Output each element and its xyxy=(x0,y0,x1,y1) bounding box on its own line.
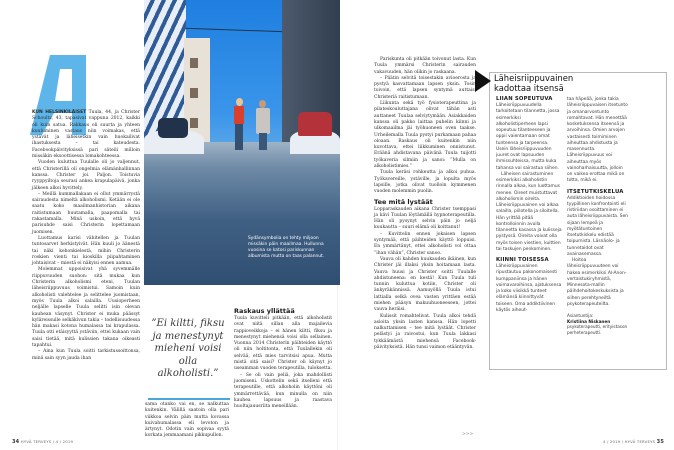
page-number-right: 35 xyxy=(656,439,664,445)
photo-caption: Sydänsymbolia on tehty miljoon missäkin päin maailmaa. Hullunna vuosina se katosi pariskunnan albumista mutta on taas palannut. xyxy=(248,236,325,259)
subheading-raskaus: Raskaus yllättää xyxy=(234,307,295,315)
pull-quote-rule xyxy=(148,398,230,400)
sidebar-paragraph: Läheisriippuvuudella tarkoitetaan tilannetta, jossa esimerkiksi alkoholistiperheen lapsi sopeutuu tilanteeseen ja oppii vaientamaan omat tunteensa ja tarpeensa. Usein läheisriippuvuuden juuret ovat lapsuuden ihmissuhteissa, mutta kuka tahansa voi sairastua siihen. xyxy=(496,103,560,171)
sidebar-paragraph: Läheisriippuvainen ripustautuu pakonomaisesti kumppaniinsa ja hänen voimavaroihinsa, ajatuksensa ja koko viisikkä tunteet elämänsä kiinnittyvät toiseen. Oma addiktiivinen käytös aiheut- xyxy=(496,264,562,313)
footer-right-text: 4 / 2019 / HYVÄ TERVEYS xyxy=(602,439,656,444)
body-paragraph: Tuula keräsi rohkeutta ja alkoi puhua. Työkavereille, ystäville, ja lopulta myös lapsille, jotka olivat tuolloin kymmenen vuoden molemmin puolin. xyxy=(374,170,476,195)
person-christer xyxy=(256,100,270,150)
street xyxy=(144,142,340,285)
expert-title: psykoterapeutti, erityistason perheterapeutti. xyxy=(567,324,628,335)
body-paragraph: – Se oli vain peliä, joka mahdollisti juomiseni. Uskottelin sekä itselleni että terapeutille, että alkoholin käyttöni oli ymmärrettävää, kun minulla on niin kauhea lapsuus ja raastava huoltajauusriita meneillään. xyxy=(234,372,332,410)
sidebar-paragraph: Läheisen sairastuminen esimerkiksi alkoholistin rinnalla alkaa, kun luottamus menee. Oireet muistuttavat alkoholismin oireita. Läheisriippuvainen voi alkaa salailla, piilotella ja siloitella. Hän yrittää pitää kontrolloinnin avulla tilannetta kasassa ja kulisseja pystyssä. Oireita voivat olla myös toisen viestien, kuittien tai taskujen penkominen. xyxy=(496,171,562,252)
sidebar-column-2 xyxy=(567,97,629,335)
sidebar-paragraph: Hoitoa läheisriippuvuuteen voi hakea esimerkiksi Al-Anon-vertaistukiryhmistä, Minnesota-mallin päihdehoitokeskuksista ja siihen perehtyneiltä psykoterapeuteilta. xyxy=(567,258,627,307)
body-paragraph: Vauva oli kahden kuukauden ikäinen, kun Christer jäi illaksi yksin hoitamaan lasta. Vauva huusi ja Christer soitti Tuulalle ahdistuneena: en kestä! Kun Tuula tuli tunnin kuluttua kotiin, Christer oli änkyräkännissä. Aamuyöllä Tuula istui lattialla selkä ovea vasten yrittäen estää miehen pääsyn makuuhuoneeseen, jottei vauva heräisi. xyxy=(374,256,476,313)
article-photo xyxy=(144,0,340,285)
expert-name: Kristiina Niskanen xyxy=(567,318,611,324)
article-column-4 xyxy=(374,57,476,351)
footer-right xyxy=(603,439,664,445)
body-paragraph: sama otanko vai en, se nalkuttaa kuitenkin. Välillä saatoin olla pari viikkoa selvin päin mutta kovassa kuivahumalassa eli levoton ja ärtynyt. Odotin vain sopivaa syytä korkata jemmaamani pikkupullon. xyxy=(145,402,229,439)
body-paragraph: – Päätin selvitä toisestakin avioerosta ja pystyä kasvattamaan lapsen yksin. Tosin toivoin, että lapsen syntymä auttaisi Christeriä raitistumaan. xyxy=(374,75,476,100)
sidebar-expert xyxy=(567,313,629,335)
sidebar-column-1 xyxy=(496,96,562,314)
expert-label: Asiantuntija: xyxy=(567,313,594,318)
body-paragraph: – Kuvittelin ennen jokaisen lapsen syntymää, että päihteiden käyttö loppuisi. En ymmärtänyt, ettei alkoholisti voi ottaa ”ihan vähän”, Christer sanoo. xyxy=(374,231,476,256)
sidebar-title: Läheisriippuvainen kadottaa itsensä xyxy=(494,73,574,93)
sidebar-heading: ITSETUTKISKELUA xyxy=(567,188,624,195)
sidebar-heading: LIIAN SOPEUTUVA xyxy=(496,96,553,102)
lead-paragraph: KUN HELSINKILÄISET Tuula, 44, ja Christer Schoultz, 43, tapasivat vappuna 2012, kaikki oli kuin satua. Rakkaus oli suurta ja yhteen kuuluminen vastaus niin voimakas, että ystävät ja läheisetkin vain huokailivat ihastuksesta – tai kateudesta. Facebookpäivityksissä pari säteili milloin missäkin eksoottisessa lomakohteessa. xyxy=(32,110,140,160)
body-paragraph: Vuoden kuluttua Tuulalle oli jo valjennut, että Christerillä oli ongelmia elämänhallinnan kanssa. Christer joi. Paljon. Toistuvia ryyppyiltoja seurasi ankea krapulapäivä, jonka jälkeen alkoi hyvittely. xyxy=(32,160,140,191)
continue-marker: >>> xyxy=(462,432,474,437)
sidebar-heading: KIINNI TOISESSA xyxy=(496,257,549,263)
body-paragraph: Molemmat uppoisivat yhä syvemmälle riippuvuuden suohon: sitä mukaa kun Christerin alkoholismi eteni, Tuulan läheisriippuvuus voimistui. Samoin kuin alkoholisti valehtelee ja selittelee juomistaan, myös Tuula alkoi salailla. Uusioperheen neljälle lapselle Tuula selitti isin olevan kauhean väsynyt. Christer ei muka päässyt kyläreissulle selkäkivun takia – todellisuudessa hän makasi kotona humalassa tai krapulassa. Tuula otti etäisyyttä ystäviin, ettei kukaan vain saisi tietää, mitä kulissien takana oikeasti tapahtui. xyxy=(32,267,140,348)
body-paragraph: Luottamus karisi vähitellen ja Tuulan tuntosarvet herkistyivät. Hän kuuli jo äänestä tai näki kehonkielestä, mihin Christerin roskien vienti tai kioskilla piipahtaminen johtaisivat – miestä ei näkyisi ennen aamua. xyxy=(32,235,140,267)
body-paragraph: Kulissit romahtelivat. Tuula alkoi tehdä asioita yksin lasten kanssa. Hän lopetti nalkuttamisen – tee mitä lystäät. Christer pelästyi ja raivostui, kun Tuula lakkasi tykkäämästä miehensä Facebook-päivityksistä. Hän tunsi vaimon etääntyvän. xyxy=(374,313,476,351)
red-car xyxy=(298,112,332,136)
body-paragraph: Tuula kuvitteli pitkään, että alkoholistit ovat niitä sillan alla majailevia rappioveikkoja – ei hänen kiltti, fiksu ja menestynyt miehensä voisi olla sellainen. Vuonna 2014 Christerin päihteiden käyttö oli niin holtitonta, että Tuulallekin oli selvää, että mies tarvitsisi apua. Mutta mistä sitä saisi? Christer oli käynyt jo useamman vuoden terapeutilla, tuloksetta. xyxy=(234,316,332,372)
body-paragraph: Liikunta sekä työ fysioterapeuttina ja pilateskouluttajana olivat tähän asti auttaneet Tuulaa selviytymään. Asiakkaiden kanssa oli pakko laittaa puhelin kiinni ja ulkomaailma jäi työhuoneen oven taakse. Urheilemalla Tuula pystyi purkamaan pahaa oloaan. Raskaus oli kuitenkin niin kuvottava, ettei liikkuminen onnistunut. Eräänä ahdistavana päivänä Tuula tuijotti työkaveria silmiin ja sanoi: ”Mulla on alkoholistimies.” xyxy=(374,101,476,170)
body-paragraph: Pariskunta oli pitkään toivonut lasta. Kun Tuula ymmärsi Christerin sairauden vakavuuden, hän olikin jo raskaana. xyxy=(374,57,476,75)
body-paragraph: – Aina kun Tuula soitti tarkistussoittonsa, minä sain syyn jauda ihan xyxy=(32,349,140,361)
footer-left-text: HYVÄ TERVEYS / 4 / 2019 xyxy=(20,439,74,444)
body-paragraph: Lopparaskauden aikana Christer tsemppasi ja kävi Tuulan löytämällä hypnoterapeutilla. Hän oli pysynyt selvin päin jo neljä kuukautta – suuri elämä oli koittanut! xyxy=(374,206,476,231)
footer-left xyxy=(12,439,73,445)
body-paragraph: – Meillä kummallakaan ei ollut ymmärrystä sairaudesta nimeltä alkoholismi. Ketään ei ole saatu koko maailmanhistorian aikana raitistumaan huutamalla, paapomalla tai rakastamalla. Minä uskoin, että hyvä parisuhde saisi Christerin lopettamaan juomisen. xyxy=(32,191,140,235)
page-number-left: 34 xyxy=(12,439,20,445)
sidebar-paragraph: taa häpeää, jonka takia läheisriippuvaisen itsetunto ja omanarvontunto romahtavat. Hän menettää kosketuksensa itseensä ja arvoihinsa. Omien arvojen vastaisesti toimiminen aiheuttaa ahdistusta ja masennusta. Läheisriippuvuus voi aiheuttaa myös vainoharhaisuutta, jolloin on vaikea erottaa mikä on totta, mikä ei. xyxy=(567,97,628,184)
pull-quote: ”Ei kiltti, fiksu ja menestynyt mieheni voisi olla alkoholisti.” xyxy=(151,318,225,379)
sidebar-paragraph: Addiktioiden hoidossa tyypillinen konfrontointi eli ristiriidan osoittaminen ei auta läheisriippuvaista. Sen sijaan lempeä ja myötätuntoinen itsetutkiskelu edistää toipumista. Läsnäolo- ja tunnetaidot ovat avainasemassa. xyxy=(567,195,629,257)
subheading-tee-mita-lystaat: Tee mitä lystäät xyxy=(374,197,433,206)
dark-car xyxy=(158,118,188,138)
article-column-2 xyxy=(145,402,229,440)
person-tuula xyxy=(234,98,244,150)
article-column-3 xyxy=(234,305,332,410)
article-column-1 xyxy=(32,110,140,362)
sidebar-arrow-icon xyxy=(475,70,491,92)
